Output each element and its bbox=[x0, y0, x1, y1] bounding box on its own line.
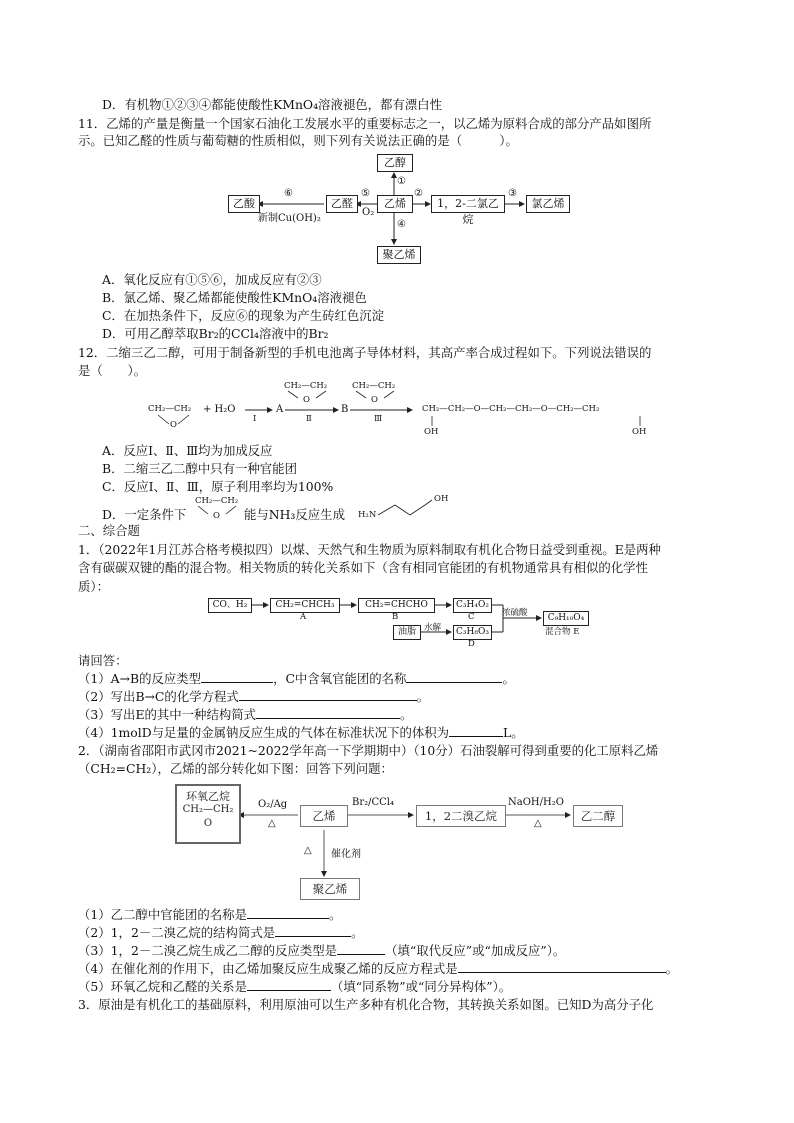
p1-q1-text-c: 。 bbox=[502, 671, 515, 686]
fig12-step-1: Ⅰ bbox=[253, 414, 257, 424]
p2-q1-text: （1）乙二醇中官能团的名称是 bbox=[78, 907, 247, 922]
fig11-label-4: ④ bbox=[397, 219, 406, 230]
fig-p1-c: C₃H₄O₂ bbox=[453, 598, 492, 613]
q12-stem-1: 12．二缩三乙二醇，可用于制备新型的手机电池离子导体材料，其高产率合成过程如下。下列说法错误的 bbox=[78, 345, 652, 360]
fig-p2-delta-3: △ bbox=[304, 845, 312, 856]
fig-p2-polyethylene: 聚乙烯 bbox=[300, 878, 360, 900]
fig11-acetic-acid: 乙酸 bbox=[228, 195, 260, 213]
p2-q2-blank[interactable] bbox=[275, 924, 351, 937]
fig-p2-ethylene: 乙烯 bbox=[300, 805, 348, 827]
p2-q5 bbox=[78, 978, 511, 995]
fig12-epoxide2-o: O bbox=[303, 395, 310, 405]
p1-stem-2: 含有碳碳双键的酯的混合物。相关物质的转化关系如下（含有相同官能团的有机物通常具有相似的化学性 bbox=[78, 560, 648, 575]
p2-q1-blank[interactable] bbox=[247, 906, 329, 919]
q11-option-c: C．在加热条件下，反应⑥的现象为产生砖红色沉淀 bbox=[102, 308, 385, 323]
fig11-label-5: ⑤ bbox=[361, 188, 370, 199]
q10-option-d: D．有机物①②③④都能使酸性KMnO₄溶液褪色，都有漂白性 bbox=[102, 97, 442, 112]
q12d-epoxide-o: O bbox=[213, 511, 220, 521]
fig12-epoxide3-chain: CH₂—CH₂ bbox=[352, 381, 396, 391]
p2-q5-text: （5）环氧乙烷和乙醛的关系是 bbox=[78, 979, 247, 994]
q12d-epoxide-chain: CH₂—CH₂ bbox=[195, 496, 239, 506]
p2-q5-blank[interactable] bbox=[247, 978, 331, 991]
q12-option-c: C．反应Ⅰ、Ⅱ、Ⅲ，原子利用率均为100% bbox=[102, 479, 334, 494]
q12-stem-2: 是（ ）。 bbox=[78, 363, 147, 378]
fig-p2-epoxide-o: O bbox=[203, 818, 213, 829]
fig-p1-d-label: D bbox=[468, 639, 475, 649]
q12-option-d-post: 能与NH₃反应生成 bbox=[244, 507, 345, 522]
fig-p1-b-label: B bbox=[392, 612, 399, 622]
q12-option-b: B．二缩三乙二醇中只有一种官能团 bbox=[102, 461, 297, 476]
fig12-epoxide3-o: O bbox=[371, 395, 378, 405]
fig11-label-1: ① bbox=[397, 176, 406, 187]
fig12-epoxide2-chain: CH₂—CH₂ bbox=[284, 381, 328, 391]
fig-p1-d: C₃H₈O₃ bbox=[453, 625, 492, 640]
fig-p2-catalyst: 催化剂 bbox=[331, 849, 361, 860]
q12-option-a: A．反应Ⅰ、Ⅱ、Ⅲ均为加成反应 bbox=[102, 443, 273, 458]
fig11-cuoh: 新制Cu(OH)₂ bbox=[258, 213, 321, 224]
p1-q3-text: （3）写出E的其中一种结构简式 bbox=[78, 707, 257, 722]
fig12-a: A bbox=[276, 404, 284, 415]
fig-p1-hydrolysis: 水解 bbox=[424, 623, 442, 633]
p1-stem-1: 1．（2022年1月江苏合格考模拟四）以煤、天然气和生物质为原料制取有机化合物日益受到重视。E是两种 bbox=[78, 542, 661, 557]
p2-q3 bbox=[78, 942, 565, 959]
fig-p2-delta-1: △ bbox=[268, 818, 276, 829]
p1-q2-text: （2）写出B→C的化学方程式 bbox=[78, 689, 239, 704]
fig-p1-fat: 油脂 bbox=[393, 625, 421, 640]
fig12-b: B bbox=[341, 404, 349, 415]
section-heading: 二、综合题 bbox=[78, 523, 140, 538]
p2-stem-1: 2．（湖南省邵阳市武冈市2021~2022学年高一下学期期中）（10分）石油裂解可得到重要的化工原料乙烯 bbox=[78, 743, 659, 758]
q12d-amine-oh: OH bbox=[434, 494, 449, 504]
q11-stem-2: 示。已知乙醛的性质与葡萄糖的性质相似，则下列有关说法正确的是（ ）。 bbox=[78, 133, 518, 148]
fig11-o2: O₂ bbox=[362, 207, 375, 218]
p2-q1 bbox=[78, 906, 341, 923]
fig11-dichloroethane: 1，2-二氯乙烷 bbox=[431, 195, 505, 213]
fig12-product: CH₂—CH₂—O—CH₂—CH₂—O—CH₂—CH₂ bbox=[422, 404, 600, 414]
fig11-label-6: ⑥ bbox=[284, 188, 293, 199]
fig11-label-3: ③ bbox=[508, 188, 517, 199]
fig12-plus-water: + H₂O bbox=[203, 404, 236, 415]
fig12-epoxide-chain: CH₂—CH₂ bbox=[148, 404, 192, 414]
p1-q4-unit: L。 bbox=[503, 725, 524, 740]
fig11-label-2: ② bbox=[414, 188, 423, 199]
q11-option-b: B．氯乙烯、聚乙烯都能使酸性KMnO₄溶液褪色 bbox=[102, 290, 367, 305]
fig-p2-o2-ag: O₂/Ag bbox=[258, 799, 288, 810]
fig-p2-br2: Br₂/CCl₄ bbox=[352, 797, 395, 808]
fig11-ethanol: 乙醇 bbox=[377, 154, 413, 172]
p2-q2-period: 。 bbox=[351, 925, 364, 940]
fig-p2-epoxide-box bbox=[175, 784, 241, 844]
p3-stem-1: 3．原油是有机化工的基础原料，利用原油可以生产多种有机化合物，其转换关系如图。已知D为高分子化 bbox=[78, 997, 654, 1012]
fig11-ethylene: 乙烯 bbox=[377, 195, 413, 213]
p2-q4-period: 。 bbox=[665, 961, 678, 976]
p2-q2 bbox=[78, 924, 364, 941]
p2-q4-blank[interactable] bbox=[458, 960, 666, 973]
q12-option-d-pre: D．一定条件下 bbox=[102, 507, 187, 522]
p1-ask: 请回答： bbox=[78, 653, 128, 668]
fig-p2-epoxide-title: 环氧乙烷 bbox=[186, 790, 230, 803]
q11-option-a: A．氧化反应有①⑤⑥，加成反应有②③ bbox=[102, 272, 322, 287]
fig-p1-e-label: 混合物 E bbox=[545, 627, 580, 637]
p1-stem-3: 质）： bbox=[78, 579, 109, 594]
fig-p2-naoh: NaOH/H₂O bbox=[508, 797, 564, 808]
p2-q3-blank[interactable] bbox=[337, 942, 385, 955]
fig-p2-delta-2: △ bbox=[534, 818, 542, 829]
p1-q1-text-b: ，C中含氧官能团的名称 bbox=[273, 671, 407, 686]
fig12-oh-left: OH bbox=[424, 427, 439, 437]
fig12-step-2: Ⅱ bbox=[306, 414, 312, 424]
p2-q5-hint: （填“同系物”或“同分异构体”）。 bbox=[330, 979, 512, 994]
fig-p1-c-label: C bbox=[468, 612, 475, 622]
fig11-acetaldehyde: 乙醛 bbox=[326, 195, 358, 213]
p2-q4-text: （4）在催化剂的作用下，由乙烯加聚反应生成聚乙烯的反应方程式是 bbox=[78, 961, 458, 976]
q11-option-d: D．可用乙醇萃取Br₂的CCl₄溶液中的Br₂ bbox=[102, 326, 329, 341]
q12d-amine-h2n: H₂N bbox=[358, 510, 377, 520]
fig-p2-glycol: 乙二醇 bbox=[573, 805, 623, 827]
p1-q2-period: 。 bbox=[416, 689, 430, 704]
p2-q3-hint: （填“取代反应”或“加成反应”）。 bbox=[385, 943, 566, 958]
fig-p1-co-h2: CO、H₂ bbox=[208, 598, 252, 613]
fig-p2-epoxide-chain: CH₂—CH₂ bbox=[182, 804, 234, 815]
p2-q4 bbox=[78, 960, 678, 977]
p2-q1-period: 。 bbox=[328, 907, 342, 922]
fig-p2-dibromo: 1，2二溴乙烷 bbox=[416, 805, 506, 827]
fig-p1-a: CH₂=CHCH₃ bbox=[270, 598, 340, 613]
fig-p1-b: CH₂=CHCHO bbox=[358, 598, 435, 613]
fig-p1-a-label: A bbox=[300, 612, 307, 622]
fig-p1-e: C₉H₁₀O₄ bbox=[543, 611, 589, 626]
p2-stem-2: （CH₂=CH₂），乙烯的部分转化如下图：回答下列问题： bbox=[78, 761, 393, 776]
fig12-step-3: Ⅲ bbox=[374, 414, 383, 424]
fig-p1-acid: 浓硫酸 bbox=[502, 608, 528, 618]
q11-stem-1: 11．乙烯的产量是衡量一个国家石油化工发展水平的重要标志之一，以乙烯为原料合成的部分产品如图所 bbox=[78, 116, 652, 131]
fig12-oh-right: OH bbox=[632, 427, 647, 437]
fig11-vinyl-chloride: 氯乙烯 bbox=[526, 195, 570, 213]
p1-q4-text: （4）1molD与足量的金属钠反应生成的气体在标准状况下的体积为 bbox=[78, 725, 450, 740]
p2-q2-text: （2）1，2－二溴乙烷的结构简式是 bbox=[78, 925, 276, 940]
fig11-polyethylene: 聚乙烯 bbox=[377, 246, 421, 264]
p1-q3-period: 。 bbox=[400, 707, 413, 722]
fig12-epoxide-o: O bbox=[170, 420, 177, 430]
p1-q1-text-a: （1）A→B的反应类型 bbox=[78, 671, 202, 686]
p2-q3-text: （3）1，2－二溴乙烷生成乙二醇的反应类型是 bbox=[78, 943, 338, 958]
